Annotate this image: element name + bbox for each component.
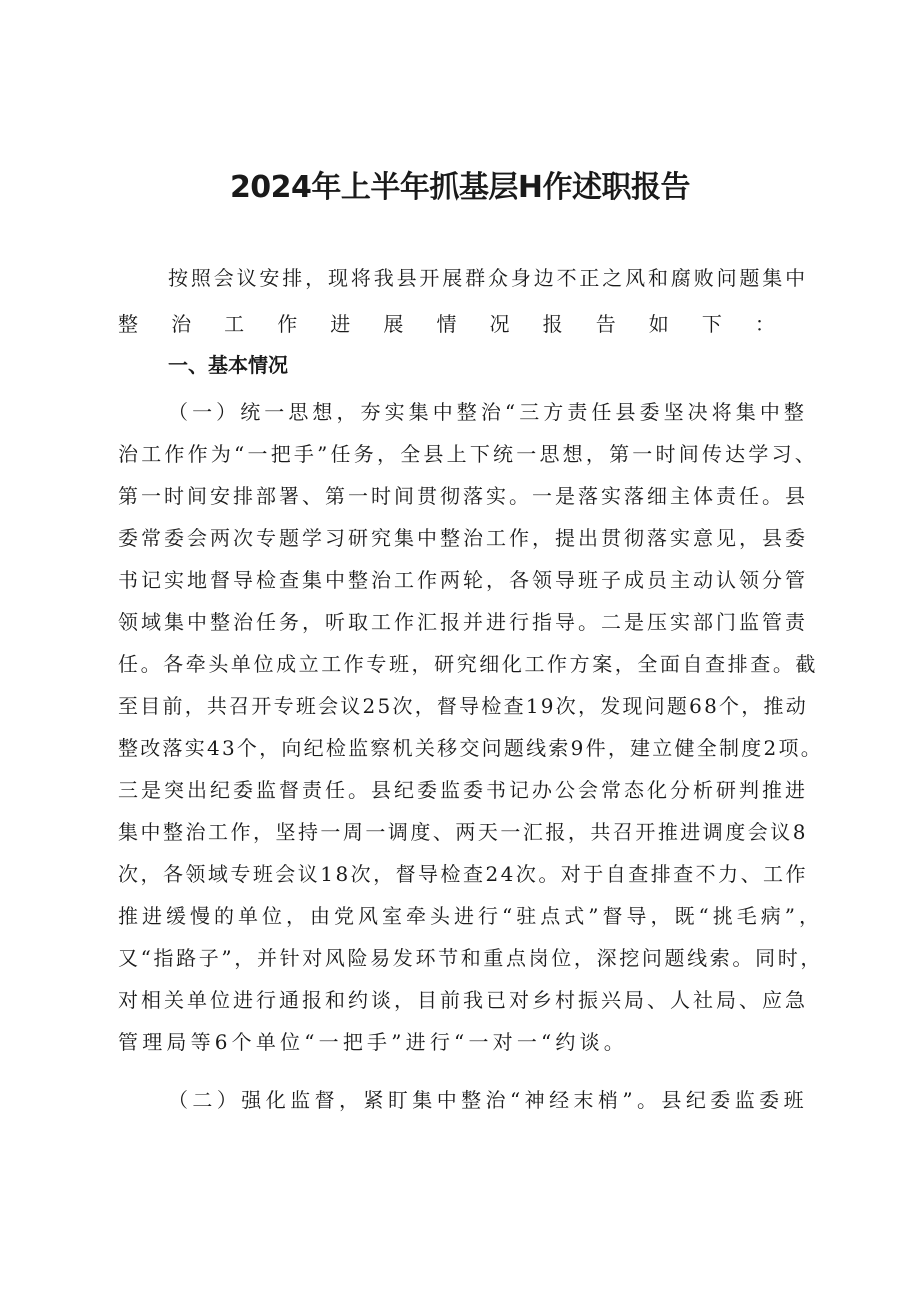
paragraph-line: 第一时间安排部署、第一时间贯彻落实。一是落实落细主体责任。县 [118, 484, 808, 508]
paragraph-line: 次，各领域专班会议18次，督导检查24次。对于自查排查不力、工作 [118, 862, 808, 886]
paragraph-line: （二）强化监督，紧盯集中整治“神经末梢”。县纪委监委班 [168, 1088, 808, 1112]
paragraph-line: （一）统一思想，夯实集中整治“三方责任县委坚决将集中整 [168, 400, 808, 424]
paragraph-line: 三是突出纪委监督责任。县纪委监委书记办公会常态化分析研判推进 [118, 778, 808, 802]
paragraph-line: 推进缓慢的单位，由党风室牵头进行“驻点式”督导，既“挑毛病”， [118, 904, 823, 928]
paragraph-line: 任。各牵头单位成立工作专班，研究细化工作方案，全面自查排查。截 [118, 652, 818, 676]
document-title: 2024年上半年抓基层H作述职报告 [229, 170, 691, 205]
paragraph-line: 委常委会两次专题学习研究集中整治工作，提出贯彻落实意见，县委 [118, 526, 808, 550]
paragraph-line: 至目前，共召开专班会议25次，督导检查19次，发现问题68个，推动 [118, 694, 808, 718]
paragraph-line: 按照会议安排，现将我县开展群众身边不正之风和腐败问题集中 [168, 266, 808, 290]
paragraph-line: 管理局等6个单位“一把手”进行“一对一“约谈。 [118, 1030, 628, 1054]
section-heading: 一、基本情况 [168, 353, 288, 377]
paragraph-line: 整治工作进展情况报告如下： [118, 312, 808, 336]
paragraph-line: 治工作作为“一把手”任务，全县上下统一思想，第一时间传达学习、 [118, 442, 818, 466]
paragraph-line: 书记实地督导检查集中整治工作两轮，各领导班子成员主动认领分管 [118, 568, 808, 592]
paragraph-line: 整改落实43个，向纪检监察机关移交问题线索9件，建立健全制度2项。 [118, 736, 823, 760]
paragraph-line: 集中整治工作，坚持一周一调度、两天一汇报，共召开推进调度会议8 [118, 820, 808, 844]
paragraph-line: 对相关单位进行通报和约谈，目前我已对乡村振兴局、人社局、应急 [118, 988, 808, 1012]
paragraph-line: 领域集中整治任务，听取工作汇报并进行指导。二是压实部门监管责 [118, 610, 808, 634]
paragraph-line: 又“指路子”，并针对风险易发环节和重点岗位，深挖问题线索。同时， [118, 946, 823, 970]
